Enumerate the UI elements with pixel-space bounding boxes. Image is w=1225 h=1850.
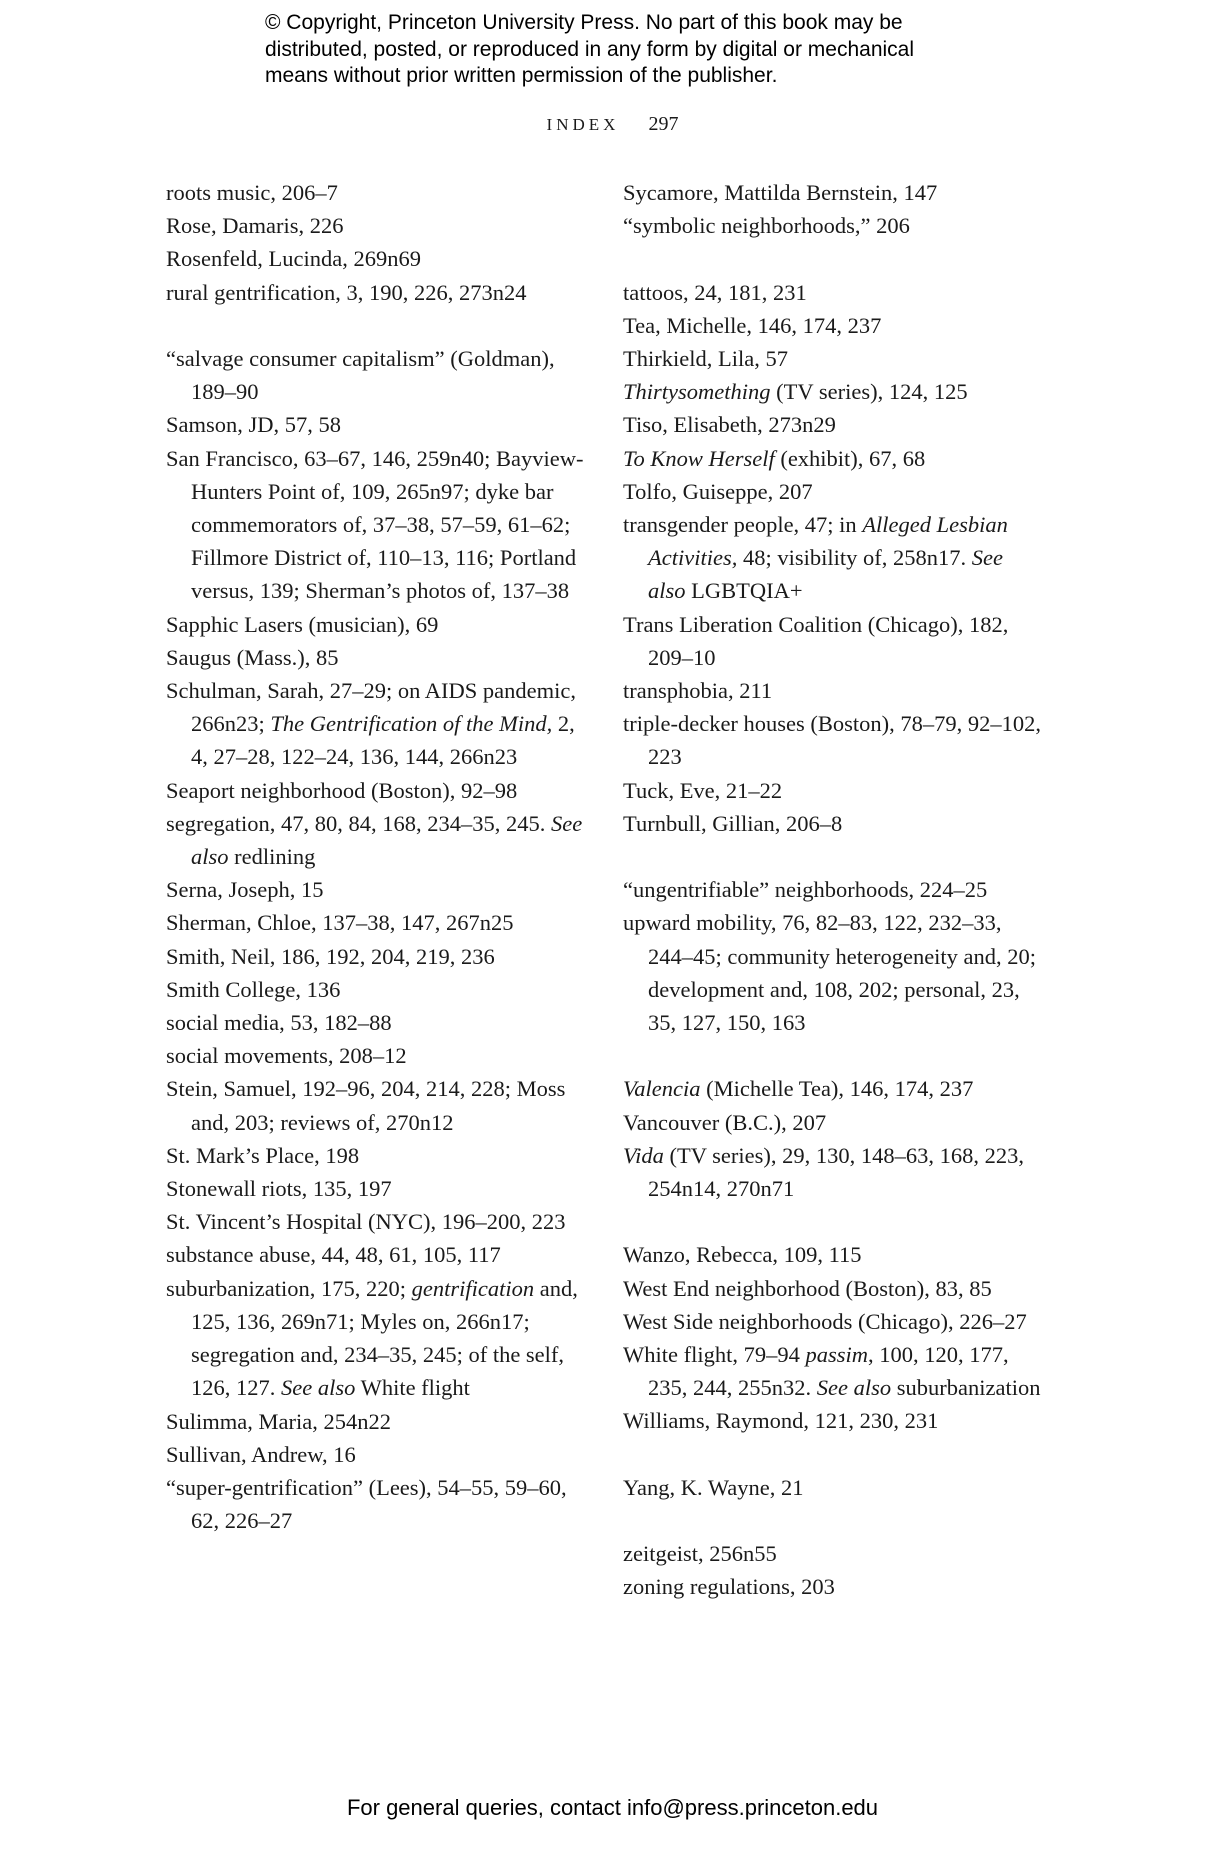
index-entry-text: Schulman, Sarah, 27–29; on AIDS pandemic, 266n23; [166,678,576,737]
index-entry-text: (TV series), 124, 125 [770,379,968,405]
index-entry [623,1570,1043,1603]
index-column-right [623,176,1043,1604]
index-entry-text: Smith College, 136 [166,976,341,1002]
index-entry-text: Yang, K. Wayne, 21 [623,1474,804,1500]
index-entry-italic: passim [805,1342,868,1368]
index-entry [166,906,586,939]
index-entry [166,1139,586,1172]
letter-group-gap [623,1205,1043,1238]
index-entry-text: zeitgeist, 256n55 [623,1541,777,1567]
letter-group-gap [623,1039,1043,1072]
index-entry [623,442,1043,475]
index-entry [623,807,1043,840]
index-entry-text: Vancouver (B.C.), 207 [623,1109,827,1135]
index-entry [166,1172,586,1205]
index-entry-text: Trans Liberation Coalition (Chicago), 182, 209–10 [623,611,1009,670]
index-entry-text: zoning regulations, 203 [623,1574,835,1600]
index-entry [623,707,1043,773]
index-entry-text: , 100, 120, 177, 235, 244, 255n32. [648,1342,1009,1401]
copyright-notice [265,10,985,90]
index-entry-text: roots music, 206–7 [166,180,338,205]
index-entry-text: redlining [228,844,316,870]
index-entry [623,475,1043,508]
index-entry-text: Sycamore, Mattilda Bernstein, 147 [623,180,938,205]
index-entry-text: (Michelle Tea), 146, 174, 237 [700,1076,974,1102]
index-entry-text: Turnbull, Gillian, 206–8 [623,810,843,836]
index-entry [166,1438,586,1471]
index-entry-text: “super-gentrification” (Lees), 54–55, 59–60, 62, 226–27 [166,1474,567,1534]
index-entry-text: upward mobility, 76, 82–83, 122, 232–33, 244–45; community heterogeneity and, 20; development and, 108, 202; personal, 23, 35, 127, 150, 163 [623,910,1037,1036]
letter-group-gap [166,309,586,342]
index-entry-text: San Francisco, 63–67, 146, 259n40; Bayview-Hunters Point of, 109, 265n97; dyke bar commemorators of, 37–38, 57–59, 61–62; Fillmore District of, 110–13, 116; Portland versus, 139; Sherman’s photos of, 137–38 [166,445,584,604]
copyright-line: © Copyright, Princeton University Press. No part of this book may be [265,11,903,34]
index-entry [623,276,1043,309]
index-entry-text: 48; visibility of, 258n17. [737,545,972,571]
index-entry [623,176,1043,209]
index-entry-text: rural gentrification, 3, 190, 226, 273n24 [166,279,527,305]
index-entry-text: (TV series), 29, 130, 148–63, 168, 223, 254n14, 270n71 [648,1142,1025,1202]
index-entry-text: “ungentrifiable” neighborhoods, 224–25 [623,877,988,903]
index-entry-text: 2, 4, 27–28, 122–24, 136, 144, 266n23 [191,711,575,770]
index-entry [166,1238,586,1271]
index-entry-text: social movements, 208–12 [166,1043,407,1069]
index-entry-italic: See also [281,1375,356,1401]
index-entry-text: Sherman, Chloe, 137–38, 147, 267n25 [166,910,514,936]
index-entry [166,973,586,1006]
index-entry [166,242,586,275]
index-entry [166,641,586,674]
index-entry [166,408,586,441]
index-entry-text: Rosenfeld, Lucinda, 269n69 [166,246,421,272]
index-entry [623,608,1043,674]
index-entry [166,342,586,408]
index-column-left [166,176,586,1537]
index-entry-text: Sapphic Lasers (musician), 69 [166,611,439,637]
index-entry-italic: Valencia [623,1076,701,1102]
index-entry [166,873,586,906]
index-entry-text: White flight, 79–94 [623,1342,806,1368]
footer-contact: For general queries, contact info@press.princeton.edu [346,1795,879,1820]
index-entry-text: Wanzo, Rebecca, 109, 115 [623,1242,862,1268]
index-entry [623,906,1043,1039]
index-entry [166,674,586,774]
index-entry-italic: Thirtysomething [623,379,771,405]
index-entry [623,674,1043,707]
page-number: 297 [648,113,679,135]
index-entry-text: Samson, JD, 57, 58 [166,412,342,438]
index-entry-text: Tolfo, Guiseppe, 207 [623,478,813,504]
index-entry-text: Thirkield, Lila, 57 [623,346,788,371]
index-entry-italic: See also [191,810,583,870]
index-entry [623,209,1043,242]
index-entry-text: suburbanization, 175, 220; [166,1275,412,1301]
running-head [0,113,1225,136]
index-entry [623,1305,1043,1338]
index-entry-text: Seaport neighborhood (Boston), 92–98 [166,777,518,803]
index-entry [166,774,586,807]
index-entry [166,276,586,309]
index-entry-text: St. Vincent’s Hospital (NYC), 196–200, 223 [166,1209,566,1235]
letter-group-gap [623,1438,1043,1471]
index-entry-text: and, 125, 136, 269n71; Myles on, 266n17; segregation and, 234–35, 245; of the self, 126, 127. [191,1275,578,1401]
index-entry [166,608,586,641]
index-entry-text: substance abuse, 44, 48, 61, 105, 117 [166,1242,501,1268]
letter-group-gap [623,1504,1043,1537]
index-entry [166,1205,586,1238]
index-entry-text: Tea, Michelle, 146, 174, 237 [623,312,882,338]
index-entry [623,408,1043,441]
index-entry [623,1272,1043,1305]
index-entry-text: West Side neighborhoods (Chicago), 226–27 [623,1308,1027,1334]
index-entry [166,1072,586,1138]
copyright-line: means without prior written permission of the publisher. [265,64,778,87]
index-entry [623,1238,1043,1271]
index-entry [166,209,586,242]
index-entry [623,1338,1043,1404]
index-entry [166,1039,586,1072]
index-entry-text: Sullivan, Andrew, 16 [166,1441,356,1467]
running-head-label: INDEX [546,115,620,134]
index-entry-text: Stonewall riots, 135, 197 [166,1176,392,1202]
index-entry-text: segregation, 47, 80, 84, 168, 234–35, 245. [166,810,551,836]
index-entry-text: “symbolic neighborhoods,” 206 [623,213,910,239]
index-entry-text: White flight [355,1375,470,1401]
index-entry-text: tattoos, 24, 181, 231 [623,279,807,305]
index-entry [623,1404,1043,1437]
index-entry-text: Rose, Damaris, 226 [166,213,344,239]
index-entry [166,176,586,209]
index-entry [166,940,586,973]
index-entry-italic: See also [648,545,1003,604]
letter-group-gap [623,840,1043,873]
index-entry-text: Smith, Neil, 186, 192, 204, 219, 236 [166,943,495,969]
index-entry-text: transphobia, 211 [623,678,773,704]
index-entry [166,1272,586,1405]
index-entry [623,873,1043,906]
index-entry-text: Sulimma, Maria, 254n22 [166,1408,391,1434]
index-entry [623,1106,1043,1139]
index-entry-text: Williams, Raymond, 121, 230, 231 [623,1408,939,1434]
index-entry-text: transgender people, 47; in [623,512,863,538]
index-entry-text: Tiso, Elisabeth, 273n29 [623,412,836,438]
index-entry [623,375,1043,408]
index-entry-text: West End neighborhood (Boston), 83, 85 [623,1275,992,1301]
index-entry-text: triple-decker houses (Boston), 78–79, 92–102, 223 [623,711,1042,770]
index-entry [166,807,586,873]
index-entry-text: St. Mark’s Place, 198 [166,1142,360,1168]
letter-group-gap [623,242,1043,275]
index-entry-text: Stein, Samuel, 192–96, 204, 214, 228; Moss and, 203; reviews of, 270n12 [166,1076,566,1135]
index-entry [623,309,1043,342]
index-entry-text: social media, 53, 182–88 [166,1010,392,1036]
index-entry [623,1072,1043,1105]
index-entry-italic: The Gentrification of the Mind, [270,711,553,737]
index-entry [623,1537,1043,1570]
index-entry [623,342,1043,375]
index-entry [623,508,1043,608]
index-entry [166,442,586,608]
index-entry-text: Saugus (Mass.), 85 [166,644,339,670]
index-entry-italic: Alleged Lesbian Activities, [648,512,1008,571]
index-entry [166,1471,586,1537]
index-entry [623,1471,1043,1504]
index-entry-text: Serna, Joseph, 15 [166,877,324,903]
index-entry-italic: Vida [623,1142,664,1168]
index-entry [166,1006,586,1039]
index-entry-text: suburbanization [891,1375,1041,1401]
index-entry-text: “salvage consumer capitalism” (Goldman), 189–90 [166,346,555,405]
index-entry [623,774,1043,807]
index-entry-italic: See also [816,1375,892,1401]
index-entry-text: LGBTQIA+ [685,578,803,604]
index-entry-italic: To Know Herself [623,445,775,471]
index-entry [623,1139,1043,1205]
index-entry-text: Tuck, Eve, 21–22 [623,777,783,803]
index-entry-text: (exhibit), 67, 68 [774,445,926,471]
copyright-line: distributed, posted, or reproduced in any form by digital or mechanical [265,37,915,61]
index-entry-italic: gentrification [411,1275,535,1301]
index-entry [166,1405,586,1438]
